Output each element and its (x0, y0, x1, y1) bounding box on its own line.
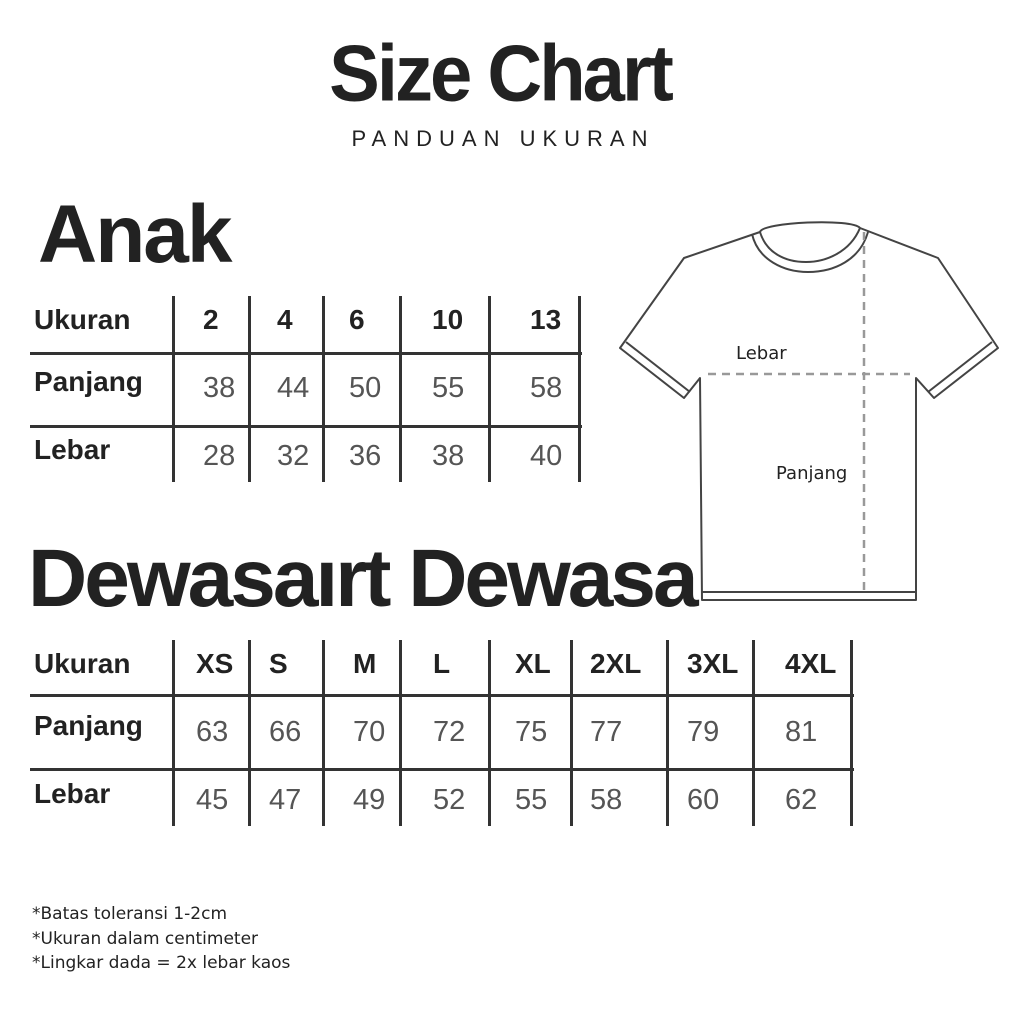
page-subtitle: PANDUAN UKURAN (351, 126, 655, 151)
table-rule (30, 694, 854, 697)
table-divider (399, 640, 402, 826)
table-divider (488, 640, 491, 826)
table-divider (322, 296, 325, 482)
table-divider (172, 640, 175, 826)
lebar-value: 32 (277, 440, 310, 472)
panjang-value: 66 (269, 716, 302, 748)
lebar-value: 49 (353, 784, 386, 816)
size-header: 13 (530, 304, 562, 335)
size-header: 10 (432, 304, 464, 335)
lebar-value: 38 (432, 440, 465, 472)
row-label: Panjang (34, 366, 143, 397)
tshirt-icon (612, 220, 1004, 612)
panjang-value: 70 (353, 716, 386, 748)
panjang-value: 38 (203, 372, 236, 404)
table-divider (322, 640, 325, 826)
note-item: *Lingkar dada = 2x lebar kaos (32, 953, 291, 973)
table-divider (399, 296, 402, 482)
panjang-value: 81 (785, 716, 818, 748)
lebar-value: 62 (785, 784, 818, 816)
panjang-value: 72 (433, 716, 466, 748)
lebar-value: 47 (269, 784, 302, 816)
size-header: 2 (203, 304, 219, 335)
size-header: S (269, 648, 288, 679)
row-label: Lebar (34, 434, 111, 465)
size-header: 2XL (590, 648, 642, 679)
panjang-value: 63 (196, 716, 229, 748)
table-divider (172, 296, 175, 482)
size-header: 6 (349, 304, 365, 335)
panjang-value: 50 (349, 372, 382, 404)
row-label: Ukuran (34, 304, 131, 335)
lebar-value: 28 (203, 440, 236, 472)
lebar-value: 52 (433, 784, 466, 816)
row-label: Lebar (34, 778, 111, 809)
table-divider (570, 640, 573, 826)
panjang-value: 44 (277, 372, 310, 404)
panjang-value: 75 (515, 716, 548, 748)
lebar-value: 60 (687, 784, 720, 816)
panjang-diagram-label: Panjang (776, 463, 848, 484)
lebar-value: 36 (349, 440, 382, 472)
table-divider (666, 640, 669, 826)
note-item: *Ukuran dalam centimeter (32, 928, 259, 949)
table-rule (30, 425, 582, 428)
lebar-value: 55 (515, 784, 548, 816)
table-divider (248, 640, 251, 826)
notes (32, 902, 290, 976)
lebar-value: 45 (196, 784, 229, 816)
anak-heading: Anak (38, 189, 231, 280)
size-header: 4XL (785, 648, 837, 679)
table-divider (488, 296, 491, 482)
panjang-value: 79 (687, 716, 720, 748)
table-divider (578, 296, 581, 482)
tshirt-diagram (612, 220, 1004, 612)
size-header: M (353, 648, 377, 679)
table-rule (30, 352, 582, 355)
table-rule (30, 768, 854, 771)
table-divider (248, 296, 251, 482)
lebar-diagram-label: Lebar (736, 343, 787, 364)
size-header: L (433, 648, 451, 679)
table-divider (752, 640, 755, 826)
page-title: Size Chart (329, 28, 671, 119)
size-header: 3XL (687, 648, 739, 679)
size-header: XS (196, 648, 234, 679)
panjang-value: 55 (432, 372, 465, 404)
lebar-value: 58 (590, 784, 623, 816)
note-item: *Batas toleransi 1-2cm (32, 904, 228, 924)
lebar-value: 40 (530, 440, 563, 472)
panjang-value: 58 (530, 372, 563, 404)
panjang-value: 77 (590, 716, 623, 748)
row-label: Ukuran (34, 648, 131, 679)
dewasa-heading: Dewasaırt Dewasa (28, 533, 696, 624)
size-header: 4 (277, 304, 293, 335)
row-label: Panjang (34, 710, 143, 741)
table-divider (850, 640, 853, 826)
size-header: XL (515, 648, 551, 679)
